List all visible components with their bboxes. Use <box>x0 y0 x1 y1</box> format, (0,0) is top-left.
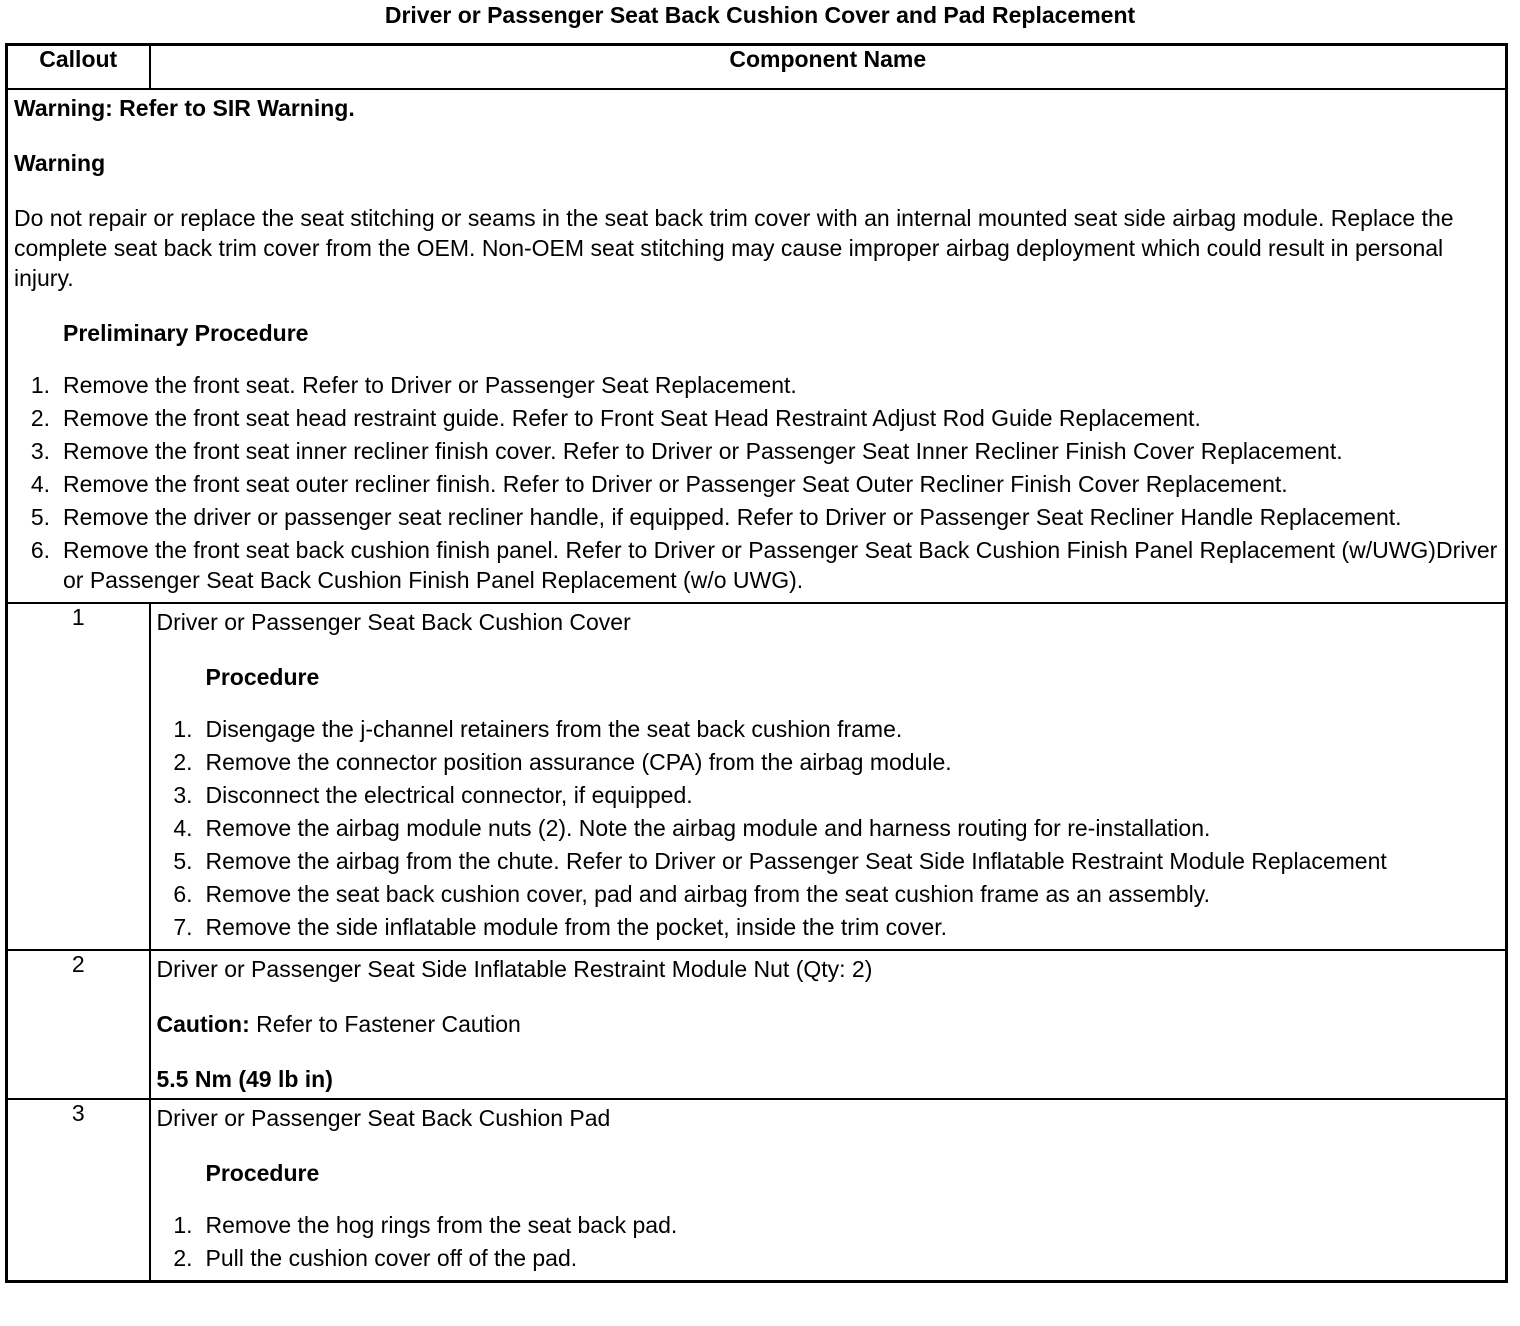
list-item: 1. Disengage the j-channel retainers from the seat back cushion frame. <box>173 716 903 742</box>
list-item: 4. Remove the front seat outer recliner finish. Refer to Driver or Passenger Seat Outer Recliner Finish Cover Replacement. <box>30 471 1288 497</box>
component-cell <box>151 1100 1506 1280</box>
sir-warning-reference: Warning: Refer to SIR Warning. <box>14 95 355 121</box>
procedure-table <box>5 43 1508 1283</box>
procedure-steps <box>157 714 1500 942</box>
component-cell <box>151 951 1506 1098</box>
warning-text: Do not repair or replace the seat stitching or seams in the seat back trim cover with an internal mounted seat side airbag module. Replace the complete seat back trim cover from the OEM. Non-OEM seat stitching may cause improper airbag deployment which could result in personal injury. <box>14 205 1454 291</box>
callout-number: 2 <box>7 950 150 1099</box>
list-item: 2. Pull the cushion cover off of the pad. <box>173 1245 578 1271</box>
list-item: 4. Remove the airbag module nuts (2). Note the airbag module and harness routing for re-installation. <box>173 815 1211 841</box>
table-header-row <box>7 45 1507 90</box>
warning-heading: Warning <box>14 150 106 176</box>
list-item: 5. Remove the driver or passenger seat recliner handle, if equipped. Refer to Driver or Passenger Seat Recliner Handle Replacement. <box>30 504 1402 530</box>
callout-header: Callout <box>7 45 150 90</box>
list-item: 6. Remove the seat back cushion cover, pad and airbag from the seat cushion frame as an assembly. <box>173 881 1210 907</box>
list-item: 3. Remove the front seat inner recliner finish cover. Refer to Driver or Passenger Seat Inner Recliner Finish Cover Replacement. <box>30 438 1343 464</box>
list-item: 5. Remove the airbag from the chute. Refer to Driver or Passenger Seat Side Inflatable Restraint Module Replacement <box>173 848 1387 874</box>
procedure-steps <box>157 1210 1500 1273</box>
caution-line <box>157 1009 1500 1039</box>
list-item: 2. Remove the front seat head restraint guide. Refer to Front Seat Head Restraint Adjust Rod Guide Replacement. <box>30 405 1201 431</box>
procedure-heading: Procedure <box>205 1160 320 1186</box>
page-title: Driver or Passenger Seat Back Cushion Cover and Pad Replacement <box>384 2 1136 28</box>
table-row <box>7 950 1507 1099</box>
list-item: 2. Remove the connector position assurance (CPA) from the airbag module. <box>173 749 952 775</box>
caution-label: Caution: <box>156 1011 250 1037</box>
list-item: 6. Remove the front seat back cushion finish panel. Refer to Driver or Passenger Seat Back Cushion Finish Panel Replacement (w/UWG)Driver or Passenger Seat Back Cushion Finish Panel Replacement (w/o UWG). <box>30 537 1498 593</box>
list-item: 3. Disconnect the electrical connector, if equipped. <box>173 782 693 808</box>
preliminary-procedure-heading: Preliminary Procedure <box>63 320 309 346</box>
component-name: Driver or Passenger Seat Back Cushion Cover <box>156 609 631 635</box>
torque-spec: 5.5 Nm (49 lb in) <box>156 1066 333 1092</box>
caution-text: Refer to Fastener Caution <box>249 1011 521 1037</box>
list-item: 7. Remove the side inflatable module from the pocket, inside the trim cover. <box>173 914 947 940</box>
component-name-header: Component Name <box>150 45 1507 90</box>
list-item: 1. Remove the front seat. Refer to Driver or Passenger Seat Replacement. <box>30 372 797 398</box>
procedure-heading: Procedure <box>205 664 320 690</box>
callout-number: 3 <box>7 1099 150 1282</box>
preliminary-steps <box>14 370 1499 595</box>
component-name: Driver or Passenger Seat Side Inflatable Restraint Module Nut (Qty: 2) <box>156 956 873 982</box>
preliminary-row <box>7 89 1507 603</box>
list-item: 1. Remove the hog rings from the seat back pad. <box>173 1212 678 1238</box>
component-cell <box>151 604 1506 949</box>
table-row <box>7 1099 1507 1282</box>
preliminary-cell <box>8 90 1505 602</box>
table-row <box>7 603 1507 950</box>
component-name: Driver or Passenger Seat Back Cushion Pad <box>156 1105 611 1131</box>
callout-number: 1 <box>7 603 150 950</box>
